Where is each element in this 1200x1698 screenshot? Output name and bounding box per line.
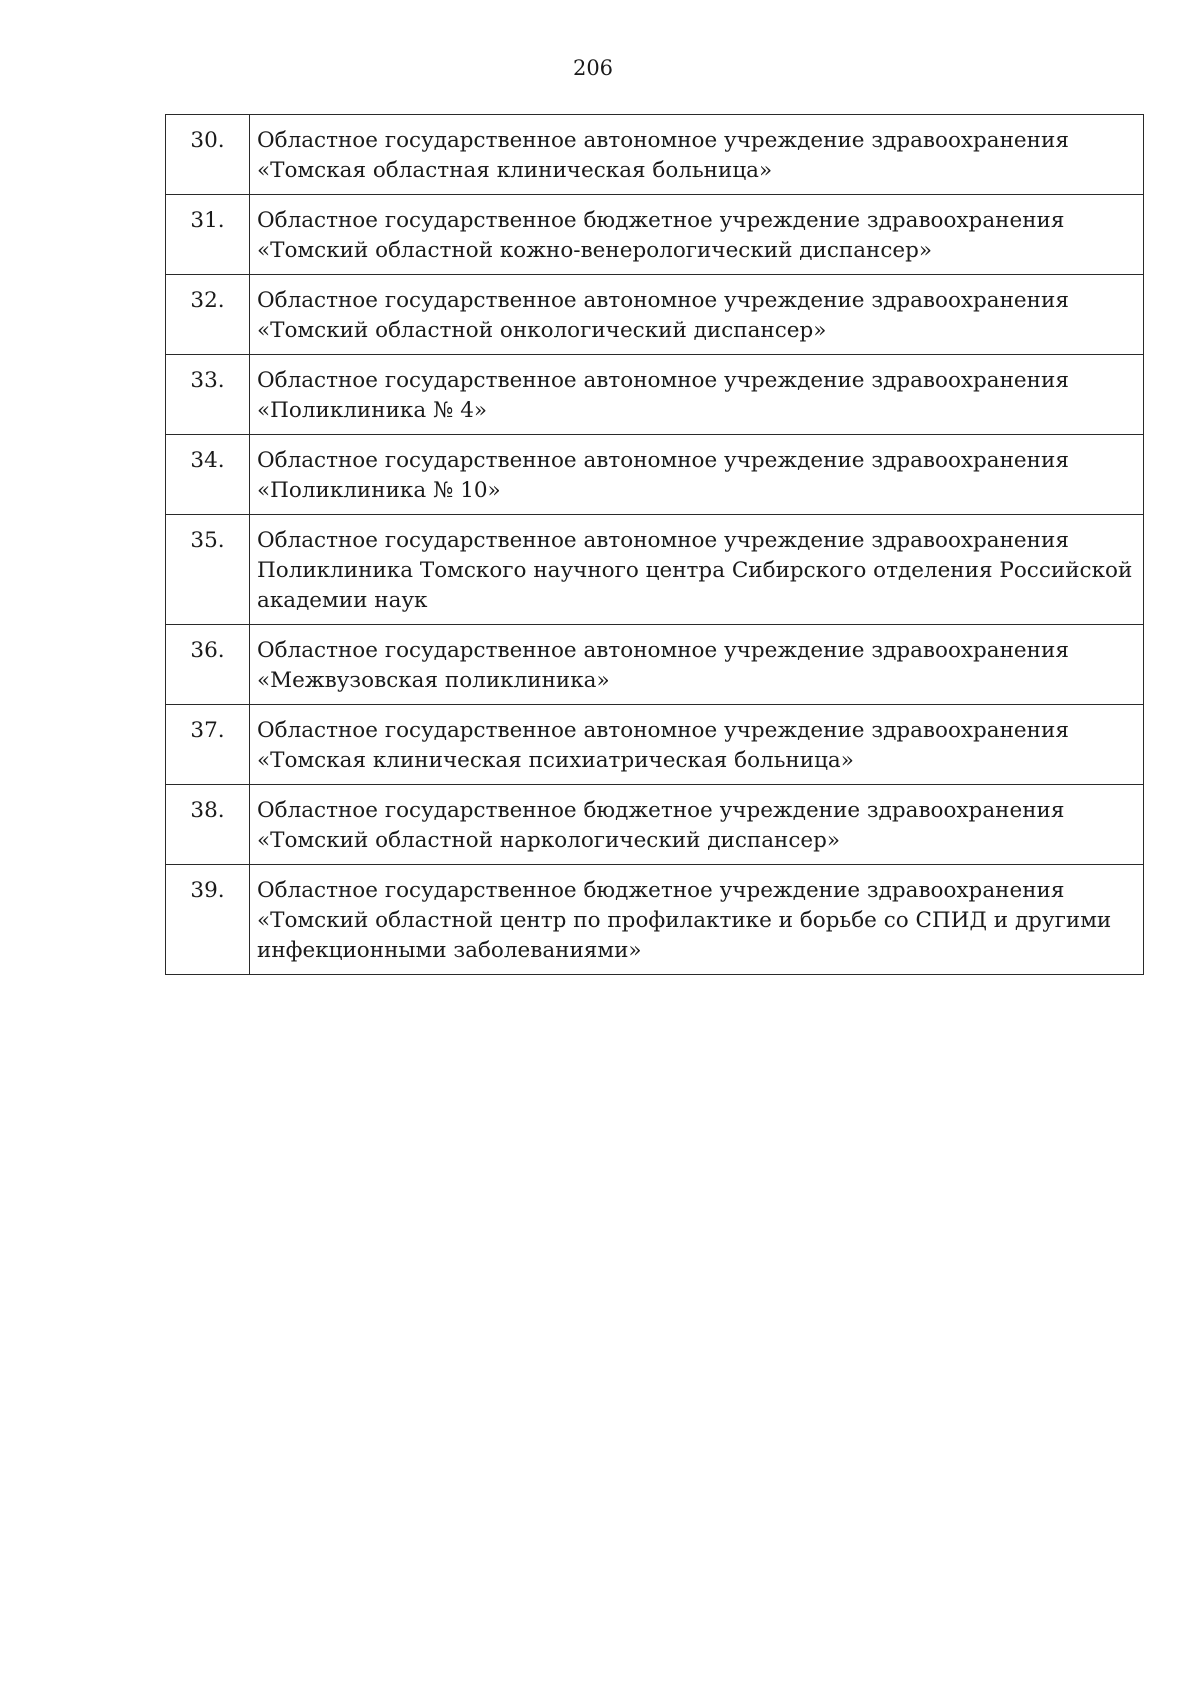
organization-name-line: инфекционными заболеваниями» bbox=[257, 938, 642, 963]
organization-name-line: «Томский областной наркологический диспансер» bbox=[257, 828, 841, 853]
organization-name-line: «Томский областной кожно-венерологический диспансер» bbox=[257, 238, 933, 263]
table-row bbox=[166, 275, 1144, 355]
organization-name-line: «Поликлиника № 10» bbox=[257, 478, 501, 503]
row-number: 36. bbox=[166, 625, 250, 705]
organization-name bbox=[250, 115, 1144, 195]
table-row bbox=[166, 705, 1144, 785]
table-row bbox=[166, 435, 1144, 515]
organization-name bbox=[250, 515, 1144, 625]
organization-name-line: Областное государственное автономное учреждение здравоохранения bbox=[257, 718, 1069, 743]
organization-name-line: Областное государственное автономное учреждение здравоохранения bbox=[257, 448, 1069, 473]
organization-name-line: «Томский областной центр по профилактике и борьбе со СПИД и другими bbox=[257, 908, 1112, 933]
organization-name-line: «Межвузовская поликлиника» bbox=[257, 668, 610, 693]
organization-name bbox=[250, 195, 1144, 275]
row-number: 31. bbox=[166, 195, 250, 275]
organization-name-line: Областное государственное автономное учреждение здравоохранения bbox=[257, 528, 1069, 553]
organization-name-line: Поликлиника Томского научного центра Сибирского отделения Российской bbox=[257, 558, 1133, 583]
organization-name bbox=[250, 705, 1144, 785]
row-number: 30. bbox=[166, 115, 250, 195]
page-number: 206 bbox=[572, 56, 614, 80]
organization-name-line: Областное государственное бюджетное учреждение здравоохранения bbox=[257, 878, 1065, 903]
row-number: 38. bbox=[166, 785, 250, 865]
organization-name bbox=[250, 785, 1144, 865]
table-row bbox=[166, 865, 1144, 975]
table-row bbox=[166, 355, 1144, 435]
organizations-table bbox=[165, 114, 1144, 975]
organizations-table-body bbox=[166, 115, 1144, 975]
organization-name-line: Областное государственное автономное учреждение здравоохранения bbox=[257, 368, 1069, 393]
table-row bbox=[166, 625, 1144, 705]
organization-name-line: «Томская областная клиническая больница» bbox=[257, 158, 773, 183]
organization-name-line: Областное государственное бюджетное учреждение здравоохранения bbox=[257, 208, 1065, 233]
row-number: 37. bbox=[166, 705, 250, 785]
organization-name bbox=[250, 355, 1144, 435]
organization-name-line: Областное государственное автономное учреждение здравоохранения bbox=[257, 128, 1069, 153]
table-row bbox=[166, 195, 1144, 275]
row-number: 32. bbox=[166, 275, 250, 355]
table-row bbox=[166, 785, 1144, 865]
row-number: 34. bbox=[166, 435, 250, 515]
organization-name-line: «Томская клиническая психиатрическая больница» bbox=[257, 748, 854, 773]
organization-name-line: «Томский областной онкологический диспансер» bbox=[257, 318, 827, 343]
organization-name-line: Областное государственное автономное учреждение здравоохранения bbox=[257, 638, 1069, 663]
organization-name bbox=[250, 625, 1144, 705]
organization-name bbox=[250, 275, 1144, 355]
organization-name-line: Областное государственное автономное учреждение здравоохранения bbox=[257, 288, 1069, 313]
organization-name bbox=[250, 865, 1144, 975]
table-row bbox=[166, 115, 1144, 195]
organization-name bbox=[250, 435, 1144, 515]
row-number: 33. bbox=[166, 355, 250, 435]
organization-name-line: Областное государственное бюджетное учреждение здравоохранения bbox=[257, 798, 1065, 823]
organization-name-line: академии наук bbox=[257, 588, 428, 613]
organization-name-line: «Поликлиника № 4» bbox=[257, 398, 488, 423]
row-number: 35. bbox=[166, 515, 250, 625]
table-row bbox=[166, 515, 1144, 625]
row-number: 39. bbox=[166, 865, 250, 975]
